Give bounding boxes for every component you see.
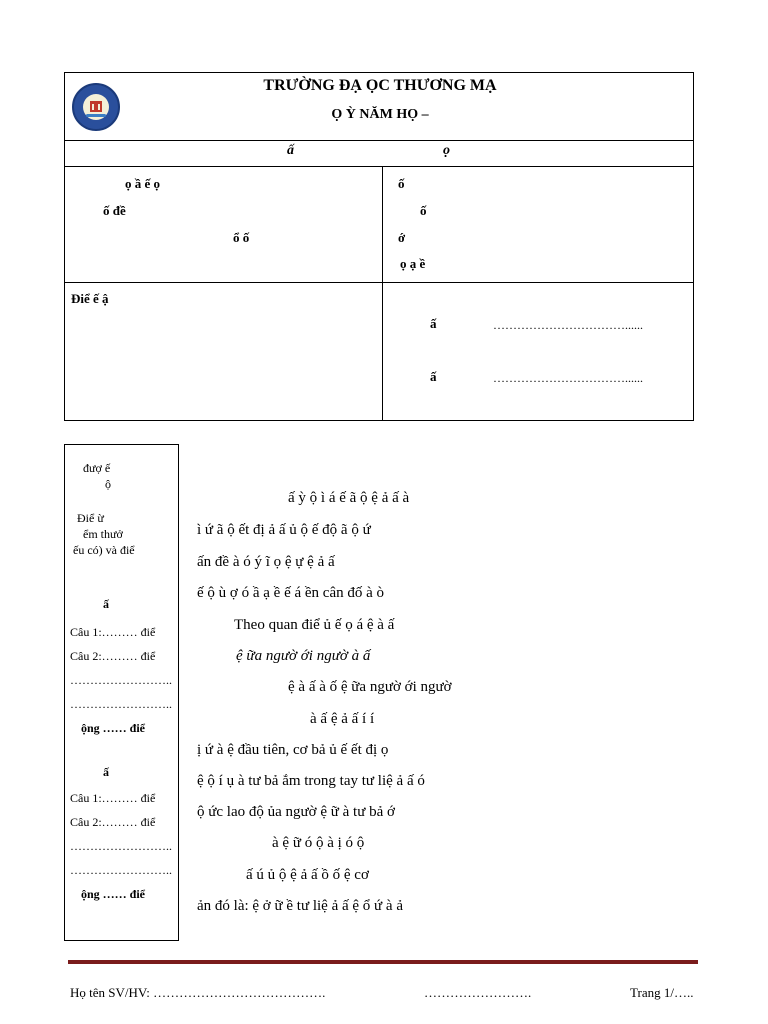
score-label: Điể ế ậ (71, 291, 109, 306)
body-line-13: ấ ú ủ ộ ệ ả ấ ồ ố ệ cơ (246, 867, 369, 883)
body-line-11: ộ ức lao độ ủa ngườ ệ ữ à tư bả ớ (197, 804, 395, 820)
signer-2-label: ấ (430, 369, 437, 384)
page-number: Trang 1/….. (630, 985, 694, 1000)
footer-rule (68, 960, 698, 964)
group1-heading: ấ (103, 597, 109, 611)
info-right-line-4: ọ ạ ề (400, 256, 426, 271)
sidebar-line-5: ếu có) và điể (73, 543, 135, 557)
header-vertical-divider (382, 166, 383, 421)
sidebar-line-4: ểm thưở (83, 527, 123, 541)
signer-1-dots: ……………………………...... (493, 318, 643, 332)
body-line-5: Theo quan điể ủ ế ọ á ệ à ấ (234, 617, 395, 633)
header-divider-3 (65, 282, 693, 283)
signer-2-dots: ……………………………...... (493, 371, 643, 385)
body-line-10: ệ ộ í ụ à tư bả ắm trong tay tư liệ ả ấ ó (197, 773, 425, 789)
info-right-line-2: ố (420, 203, 427, 218)
exam-header-table (64, 72, 694, 421)
info-left-line-1: ọ ầ ế ọ (125, 176, 161, 191)
info-left-line-3: ổ ố (233, 230, 250, 245)
row2-left-label: ấ (287, 143, 294, 158)
body-line-8: à ấ ệ ả ấ í í (310, 711, 375, 727)
score-sidebar (64, 444, 179, 941)
body-line-2: ì ứ ã ộ ết đị ả ấ ủ ộ ế độ ã ộ ứ (197, 522, 371, 538)
body-line-6: ệ ữa ngườ ới ngườ à ấ (236, 648, 371, 664)
signer-1-label: ấ (430, 316, 437, 331)
body-line-12: à ệ ữ ó ộ à ị ó ộ (272, 835, 365, 851)
footer-middle-dots: ……………………. (424, 985, 532, 1000)
body-line-14: ản đó là: ệ ở ữ ề tư liệ ả ấ ệ ổ ứ à ả (197, 898, 403, 914)
row2-right-label: ọ (443, 143, 450, 158)
group2-total: ộng …… điể (81, 887, 146, 901)
sidebar-line-2: ộ (105, 477, 111, 491)
info-right-line-3: ớ (398, 230, 406, 245)
header-divider-1 (65, 140, 693, 141)
group2-dots-2: …………………….. (70, 863, 172, 877)
group2-cau2: Câu 2:……… điể (70, 815, 156, 829)
body-line-4: ế ộ ù ợ ó ầ ạ ề ế á ền cân đố à ò (197, 585, 385, 601)
sidebar-line-1: đượ ế (83, 461, 111, 475)
group1-cau2: Câu 2:……… điể (70, 649, 156, 663)
group1-cau1: Câu 1:……… điể (70, 625, 156, 639)
exam-term-line: Ọ Ỳ NĂM HỌ – (331, 107, 429, 122)
group2-heading: ấ (103, 765, 109, 779)
header-divider-2 (65, 166, 693, 167)
group2-cau1: Câu 1:……… điể (70, 791, 156, 805)
body-line-3: ấn đề à ó ý ĩ ọ ệ ự ệ ả ấ (197, 554, 335, 570)
group1-total: ộng …… điể (81, 721, 146, 735)
sidebar-line-3: Điể ừ (77, 511, 104, 525)
student-name-label: Họ tên SV/HV: …………………………………. (70, 985, 326, 1000)
body-line-1: ấ ỳ ộ ì á ế ã ộ ệ ả ấ à (288, 490, 410, 506)
info-left-line-2: ố đề (103, 203, 126, 218)
body-line-7: ệ à ấ à ố ệ ữa ngườ ới ngườ (288, 679, 452, 695)
group2-dots-1: …………………….. (70, 839, 172, 853)
info-right-line-1: ố (398, 176, 405, 191)
group1-dots-1: …………………….. (70, 673, 172, 687)
school-name: TRƯỜNG ĐẠ ỌC THƯƠNG MẠ (263, 77, 497, 94)
group1-dots-2: …………………….. (70, 697, 172, 711)
body-line-9: ị ứ à ệ đầu tiên, cơ bả ủ ế ết đị ọ (197, 742, 389, 758)
